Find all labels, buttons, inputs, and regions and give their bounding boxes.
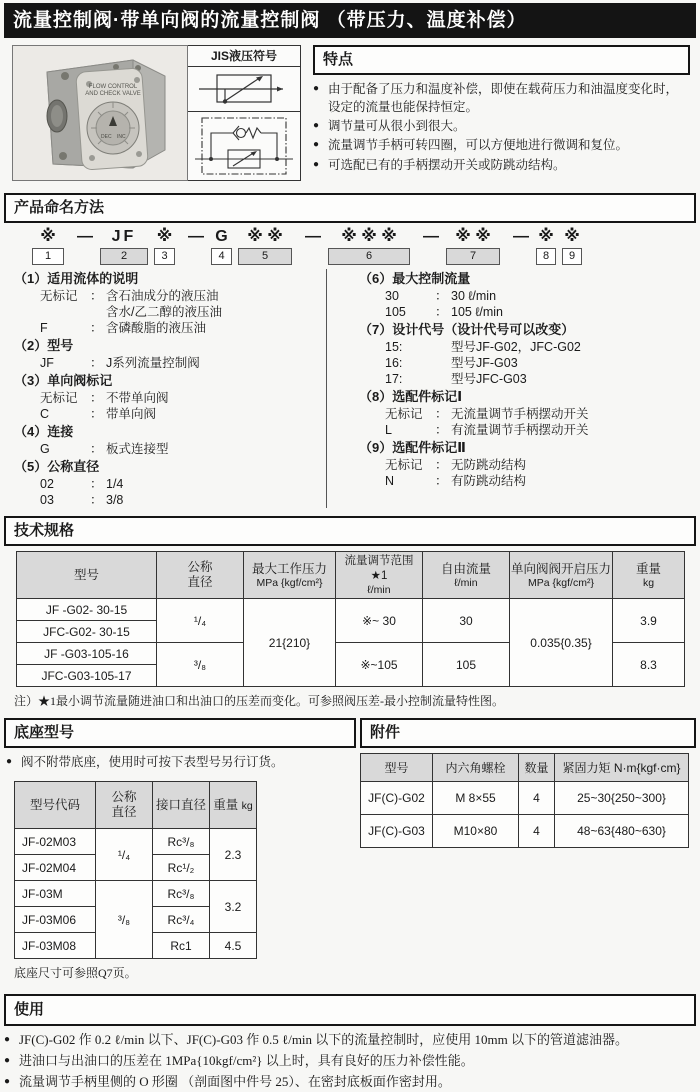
definition-line: 03 ： 3/8: [40, 493, 124, 507]
model-cell: JF(C)-G03: [361, 815, 433, 848]
code-symbol: G: [215, 228, 228, 245]
feature-item: ● 由于配备了压力和温度补偿，即使在载荷压力和油温度变化时，设定的流量也能保持恒定。: [313, 80, 690, 116]
model-cell: JF -G03-105-16: [17, 643, 157, 665]
code-position-box: 5: [238, 248, 292, 265]
definition-group: [14, 458, 320, 508]
base-col-header: 公称 直径: [96, 782, 153, 829]
code-symbol: ※ ※ ※: [341, 228, 397, 245]
code-position-box: 2: [100, 248, 148, 265]
base-col-header: 接口直径: [153, 782, 210, 829]
definition-group: [359, 388, 690, 438]
code-segment: [238, 228, 292, 265]
weight-cell: 3.2: [210, 881, 257, 933]
definition-group: [14, 423, 320, 457]
accessories-title: 附件: [360, 718, 696, 748]
specs-title: 技术规格: [4, 516, 696, 546]
base-section: [4, 718, 356, 981]
definition-line: 无标记 ： 无防跳动结构: [385, 458, 527, 472]
knob-inc-label: INC: [117, 134, 126, 140]
free-flow-cell: 105: [423, 643, 510, 687]
base-col-header: 型号代码: [15, 782, 96, 829]
spec-col-header: 公称 直径: [157, 552, 244, 599]
definition-line: 含水/乙二醇的液压油: [106, 305, 222, 319]
acc-col-header: 内六角螺栓: [433, 754, 519, 782]
accessories-section: [360, 718, 696, 848]
features-title: 特点: [313, 45, 690, 75]
diameter-cell: ³/₈: [96, 881, 153, 959]
port-cell: Rc¹/₂: [153, 855, 210, 881]
free-flow-cell: 30: [423, 599, 510, 643]
acc-col-header: 数量: [519, 754, 555, 782]
torque-cell: 25~30{250~300}: [555, 782, 689, 815]
definition-line: 16: 型号JF-G03: [385, 356, 518, 370]
code-position-box: 1: [32, 248, 64, 265]
code-segment: [446, 228, 500, 265]
definition-line: 无标记 ： 含石油成分的液压油: [40, 289, 219, 303]
weight-cell: 4.5: [210, 933, 257, 959]
code-dash: —: [188, 228, 204, 245]
definition-heading: （2）型号: [14, 338, 74, 353]
jis-symbol-panel: [188, 45, 301, 181]
code-segment: [32, 228, 64, 265]
bolt-cell: M10×80: [433, 815, 519, 848]
base-row: [15, 829, 257, 855]
code-segment: [328, 228, 410, 265]
model-cell: JF-02M04: [15, 855, 96, 881]
definition-heading: （7）设计代号（设计代号可以改变）: [359, 322, 575, 337]
feature-item: ● 流量调节手柄可转四圈，可以方便地进行微调和复位。: [313, 136, 690, 154]
usage-title: 使用: [4, 994, 696, 1026]
code-position-box: 9: [562, 248, 582, 265]
accessories-row: [361, 782, 689, 815]
model-cell: JFC-G03-105-17: [17, 665, 157, 687]
usage-item: ● 进油口与出油口的压差在 1MPa{10kgf/cm²} 以上时，具有良好的压力补偿性能。: [4, 1052, 696, 1071]
weight-cell: 8.3: [613, 643, 685, 687]
torque-cell: 48~63{480~630}: [555, 815, 689, 848]
base-intro-list: [6, 753, 356, 771]
code-symbol: ※ ※: [247, 228, 283, 245]
definition-line: 15: 型号JF-G02，JFC-G02: [385, 340, 581, 354]
catalog-page: [0, 3, 700, 1089]
usage-section: [4, 994, 696, 1092]
acc-col-header: 型号: [361, 754, 433, 782]
usage-item: ● JF(C)-G02 作 0.2 ℓ/min 以下、JF(C)-G03 作 0.5 ℓ/min 以下的流量控制时，应使用 10mm 以下的管道滤油器。: [4, 1031, 696, 1050]
base-note: 底座尺寸可参照Q7页。: [14, 966, 137, 981]
base-intro: ● 阀不附带底座，使用时可按下表型号另行订货。: [6, 753, 356, 771]
code-position-box: 7: [446, 248, 500, 265]
spec-col-header: 单向阀阀开启压力 MPa {kgf/cm²}: [510, 552, 613, 599]
definition-line: 02 ： 1/4: [40, 477, 124, 491]
code-segment: [211, 228, 232, 265]
model-cell: JF(C)-G02: [361, 782, 433, 815]
page-title: 流量控制阀·带单向阀的流量控制阀 （带压力、温度补偿）: [4, 3, 696, 38]
jis-check-valve-cell: [188, 112, 300, 180]
range-cell: ※~ 30: [336, 599, 423, 643]
spec-col-header: 自由流量 ℓ/min: [423, 552, 510, 599]
code-symbol: ※: [156, 228, 173, 245]
base-header-row: [15, 782, 257, 829]
model-cell: JF-03M06: [15, 907, 96, 933]
spec-row: [17, 599, 685, 621]
code-position-box: 8: [536, 248, 556, 265]
definition-group: [359, 270, 690, 320]
definition-heading: （3）单向阀标记: [14, 373, 113, 388]
spec-table: [16, 551, 685, 687]
definition-line: C ： 带单向阀: [40, 407, 157, 421]
flow-control-symbol-icon: [197, 70, 291, 108]
usage-item: ● 流量调节手柄里侧的 O 形圈 （剖面图中件号 25）、在密封底板面作密封用。: [4, 1073, 696, 1092]
definition-heading: （4）连接: [14, 424, 74, 439]
accessories-table: [360, 753, 689, 848]
model-cell: JF-03M08: [15, 933, 96, 959]
jis-flow-control-cell: [188, 67, 300, 112]
code-symbol: ※: [564, 228, 580, 245]
bolt-cell: M 8×55: [433, 782, 519, 815]
base-col-header: 重量 kg: [210, 782, 257, 829]
bottom-row: [4, 718, 696, 981]
definition-group: [359, 321, 690, 387]
plate-text-line1: FLOW CONTROL: [88, 84, 138, 90]
code-segment: [100, 228, 148, 265]
naming-section: [4, 193, 696, 508]
weight-cell: 3.9: [613, 599, 685, 643]
acc-col-header: 紧固力矩 N·m{kgf·cm}: [555, 754, 689, 782]
diameter-cell: ¹/₄: [157, 599, 244, 643]
definition-line: G ： 板式连接型: [40, 442, 169, 456]
base-table: [14, 781, 257, 959]
check-pressure-cell: 0.035{0.35}: [510, 599, 613, 687]
definitions-left-column: [14, 269, 327, 508]
spec-col-header: 型号: [17, 552, 157, 599]
specs-section: [4, 516, 696, 709]
code-symbol: ※: [40, 228, 56, 245]
diameter-cell: ³/₈: [157, 643, 244, 687]
definition-line: 无标记 ： 不带单向阀: [40, 391, 169, 405]
definition-line: F ： 含磷酸脂的液压油: [40, 321, 207, 335]
pressure-cell: 21{210}: [244, 599, 336, 687]
features-list: [313, 80, 690, 174]
code-position-box: 6: [328, 248, 410, 265]
model-cell: JF-02M03: [15, 829, 96, 855]
definition-line: L ： 有流量调节手柄摆动开关: [385, 423, 589, 437]
qty-cell: 4: [519, 782, 555, 815]
diameter-cell: ¹/₄: [96, 829, 153, 881]
check-valve-symbol-icon: [195, 115, 293, 177]
product-photo: [12, 45, 188, 181]
code-definitions: [14, 269, 690, 508]
definition-heading: （9）选配件标记Ⅱ: [359, 440, 466, 455]
port-cell: Rc³/₈: [153, 881, 210, 907]
valve-photo-image: [13, 46, 187, 180]
spec-header-row: [17, 552, 685, 599]
code-segment: [154, 228, 175, 265]
definition-group: [14, 372, 320, 422]
model-cell: JFC-G02- 30-15: [17, 621, 157, 643]
definition-line: 17: 型号JFC-G03: [385, 372, 527, 386]
definition-group: [14, 337, 320, 371]
naming-title: 产品命名方法: [4, 193, 696, 223]
model-code-diagram: [32, 228, 696, 265]
knob-dec-label: DEC: [101, 134, 112, 140]
spec-col-header: 流量调节范围★1 ℓ/min: [336, 552, 423, 599]
accessories-header-row: [361, 754, 689, 782]
feature-item: ● 可选配已有的手柄摆动开关或防跳动结构。: [313, 156, 690, 174]
code-segment: [562, 228, 582, 265]
definitions-right-column: [327, 269, 690, 508]
port-cell: Rc1: [153, 933, 210, 959]
model-cell: JF -G02- 30-15: [17, 599, 157, 621]
code-dash: —: [77, 228, 93, 245]
code-symbol: ※ ※: [455, 228, 491, 245]
weight-cell: 2.3: [210, 829, 257, 881]
accessories-row: [361, 815, 689, 848]
definition-heading: （6）最大控制流量: [359, 271, 471, 286]
features-section: [313, 45, 690, 181]
spec-col-header: 重量 kg: [613, 552, 685, 599]
jis-panel-title: JIS液压符号: [188, 46, 300, 67]
spec-note: 注）★1最小调节流量随进油口和出油口的压差而变化。可参照阀压差-最小控制流量特性图。: [14, 694, 504, 708]
definition-line: 105 ： 105 ℓ/min: [385, 305, 503, 319]
port-cell: Rc³/₄: [153, 907, 210, 933]
base-row: [15, 881, 257, 907]
code-symbol: JF: [111, 228, 137, 245]
plate-text-line2: AND CHECK VALVE: [85, 91, 141, 97]
qty-cell: 4: [519, 815, 555, 848]
overview-row: [12, 45, 690, 181]
definition-line: 无标记 ： 无流量调节手柄摆动开关: [385, 407, 589, 421]
code-symbol: ※: [538, 228, 554, 245]
definition-group: [359, 439, 690, 489]
definition-heading: （5）公称直径: [14, 459, 100, 474]
spec-col-header: 最大工作压力 MPa {kgf/cm²}: [244, 552, 336, 599]
model-cell: JF-03M: [15, 881, 96, 907]
code-position-box: 3: [154, 248, 175, 265]
base-title: 底座型号: [4, 718, 356, 748]
code-dash: —: [513, 228, 529, 245]
definition-line: 30 ： 30 ℓ/min: [385, 289, 497, 303]
usage-list: [4, 1031, 696, 1092]
definition-heading: （8）选配件标记Ⅰ: [359, 389, 463, 404]
definition-group: [14, 270, 320, 336]
code-segment: [536, 228, 556, 265]
definition-line: JF ： J系列流量控制阀: [40, 356, 200, 370]
range-cell: ※~105: [336, 643, 423, 687]
code-dash: —: [423, 228, 439, 245]
port-cell: Rc³/₈: [153, 829, 210, 855]
feature-item: ● 调节量可从很小到很大。: [313, 117, 690, 135]
definition-heading: （1）适用流体的说明: [14, 271, 139, 286]
code-position-box: 4: [211, 248, 232, 265]
code-dash: —: [305, 228, 321, 245]
definition-line: N ： 有防跳动结构: [385, 474, 527, 488]
